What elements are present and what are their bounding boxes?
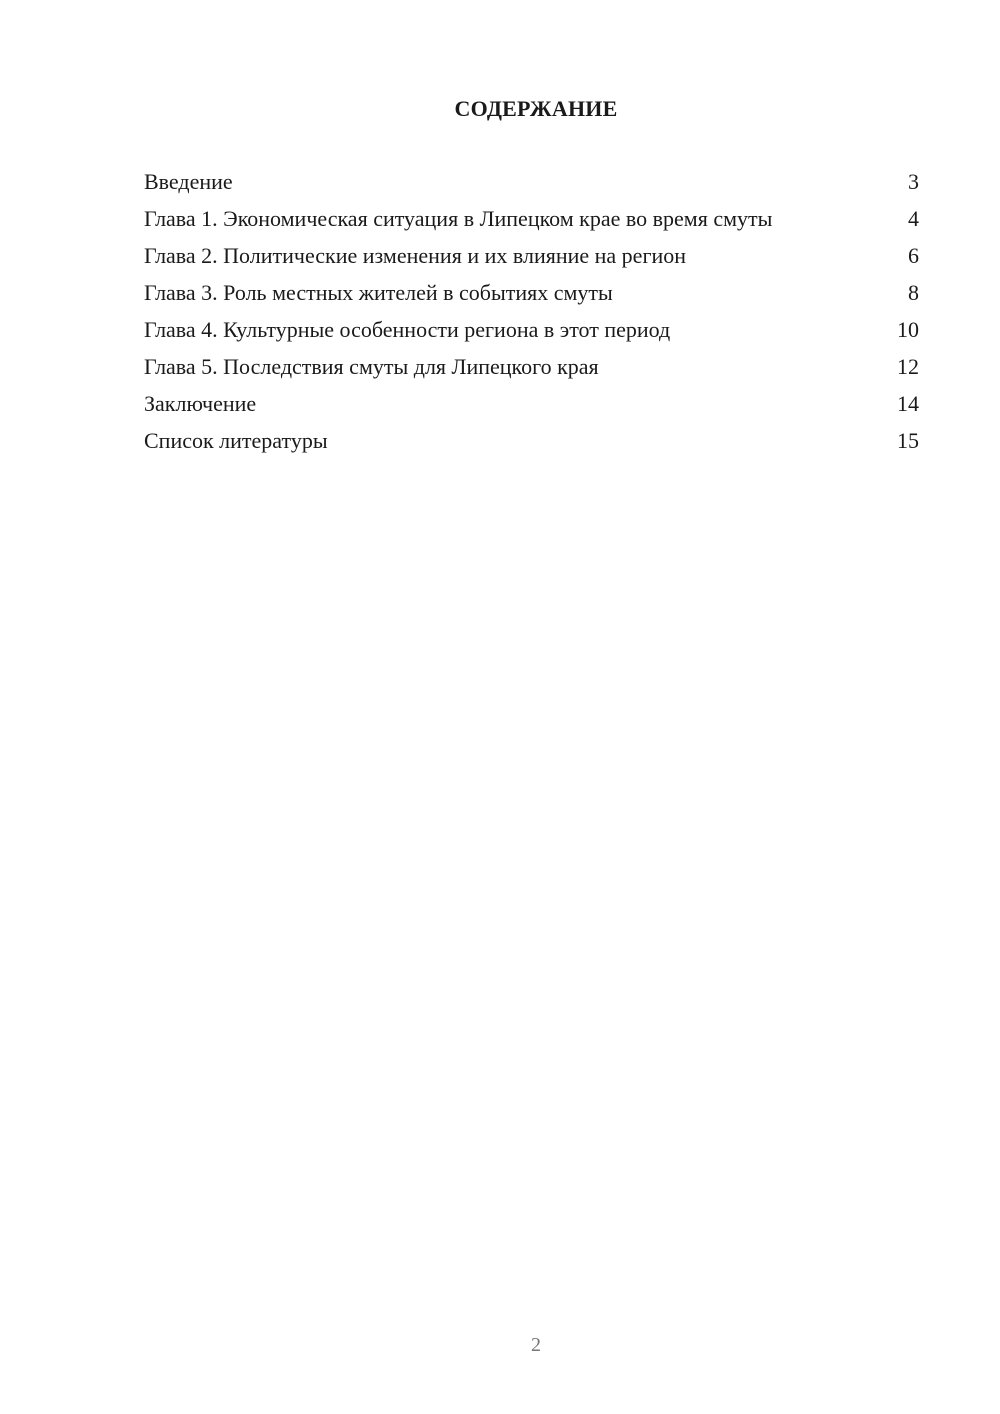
table-of-contents [144,168,919,464]
toc-entry-label: Глава 5. Последствия смуты для Липецкого края [144,354,599,379]
toc-entry-label: Введение [144,169,233,194]
toc-entry-label: Заключение [144,391,257,416]
toc-entry-conclusion [144,390,919,418]
toc-entry-page: 8 [908,280,919,305]
toc-entry-page: 15 [897,428,919,453]
toc-entry-page: 10 [897,317,919,342]
toc-entry-chapter-1 [144,205,919,233]
toc-entry-page: 4 [908,206,919,231]
toc-title: СОДЕРЖАНИЕ [454,96,618,121]
toc-entry-page: 14 [897,391,919,416]
toc-entry-page: 6 [908,243,919,268]
toc-entry-page: 12 [897,354,919,379]
toc-entry-label: Список литературы [144,428,328,453]
toc-entry-bibliography [144,427,919,455]
toc-entry-label: Глава 1. Экономическая ситуация в Липецком крае во время смуты [144,206,773,231]
toc-entry-chapter-2 [144,242,919,270]
toc-entry-chapter-3 [144,279,919,307]
toc-entry-page: 3 [908,169,919,194]
toc-entry-label: Глава 4. Культурные особенности региона в этот период [144,317,671,342]
toc-entry-introduction [144,168,919,196]
toc-entry-chapter-5 [144,353,919,381]
toc-entry-label: Глава 3. Роль местных жителей в событиях смуты [144,280,613,305]
toc-entry-label: Глава 2. Политические изменения и их влияние на регион [144,243,687,268]
toc-entry-chapter-4 [144,316,919,344]
page-number: 2 [531,1334,541,1356]
